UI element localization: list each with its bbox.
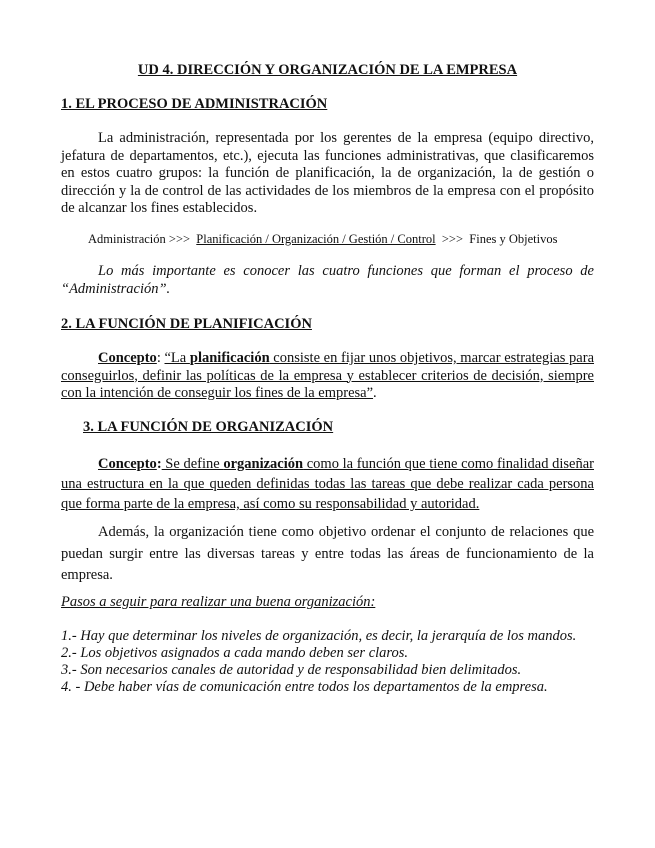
planning-quote-open: “La xyxy=(164,350,190,366)
section-1-note: Lo más importante es conocer las cuatro funciones que forman el proceso de “Administración”. xyxy=(61,263,594,297)
flow-arrow-2: >>> xyxy=(441,232,464,246)
flow-end: Fines y Objetivos xyxy=(469,232,558,246)
organization-definition: como la función que tiene como finalidad diseñar una estructura en la que queden definidas todas las tareas que debe realizar cada persona que forma parte de la empresa, así como su responsabilidad y autoridad. xyxy=(61,456,594,512)
planning-concept xyxy=(61,350,594,403)
organization-concept xyxy=(61,454,594,514)
list-item: 1.- Hay que determinar los niveles de organización, es decir, la jerarquía de los mandos. xyxy=(61,628,577,644)
section-3-heading: 3. LA FUNCIÓN DE ORGANIZACIÓN xyxy=(83,419,334,435)
steps-title: Pasos a seguir para realizar una buena organización: xyxy=(61,594,376,610)
list-item: 3.- Son necesarios canales de autoridad y de responsabilidad bien delimitados. xyxy=(61,662,522,678)
flow-start: Administración xyxy=(88,232,166,246)
section-1-paragraph: La administración, representada por los gerentes de la empresa (equipo directivo, jefatura de departamentos, etc.), ejecuta las funciones administrativas, que clasificaremos en estos cuatro grupos: la función de planificación, la de organización, la de gestión o dirección y la de control de las actividades de los miembros de la empresa con el propósito de alcanzar los fines establecidos. xyxy=(61,130,594,216)
organization-def-start: Se define xyxy=(161,456,224,472)
concept-separator: : xyxy=(156,350,161,366)
section-2-heading: 2. LA FUNCIÓN DE PLANIFICACIÓN xyxy=(61,316,312,332)
planning-definition: consiste en fijar unos objetivos, marcar estrategias para conseguirlos, definir las políticas de la empresa y establecer criterios de decisión, siempre con la intención de conseguir los fines de la empresa” xyxy=(61,350,595,401)
steps-list xyxy=(61,628,594,696)
planning-keyword: planificación xyxy=(189,350,270,366)
document-title: UD 4. DIRECCIÓN Y ORGANIZACIÓN DE LA EMPRESA xyxy=(137,62,518,78)
flow-arrow-1: >>> xyxy=(168,232,191,246)
section-1-heading: 1. EL PROCESO DE ADMINISTRACIÓN xyxy=(61,96,328,112)
concept-label: Concepto xyxy=(98,350,157,366)
administration-flow xyxy=(88,232,557,247)
concept-label: Concepto xyxy=(98,456,157,472)
organization-paragraph: Además, la organización tiene como objetivo ordenar el conjunto de relaciones que puedan surgir entre las diversas tareas y entre todas las áreas de funcionamiento de la empresa. xyxy=(61,524,594,583)
organization-keyword: organización xyxy=(223,456,304,472)
list-item: 4. - Debe haber vías de comunicación entre todos los departamentos de la empresa. xyxy=(61,679,548,695)
planning-end: . xyxy=(373,385,377,401)
flow-functions: Planificación / Organización / Gestión / Control xyxy=(196,232,436,246)
concept-separator: : xyxy=(156,456,162,472)
list-item: 2.- Los objetivos asignados a cada mando deben ser claros. xyxy=(61,645,409,661)
